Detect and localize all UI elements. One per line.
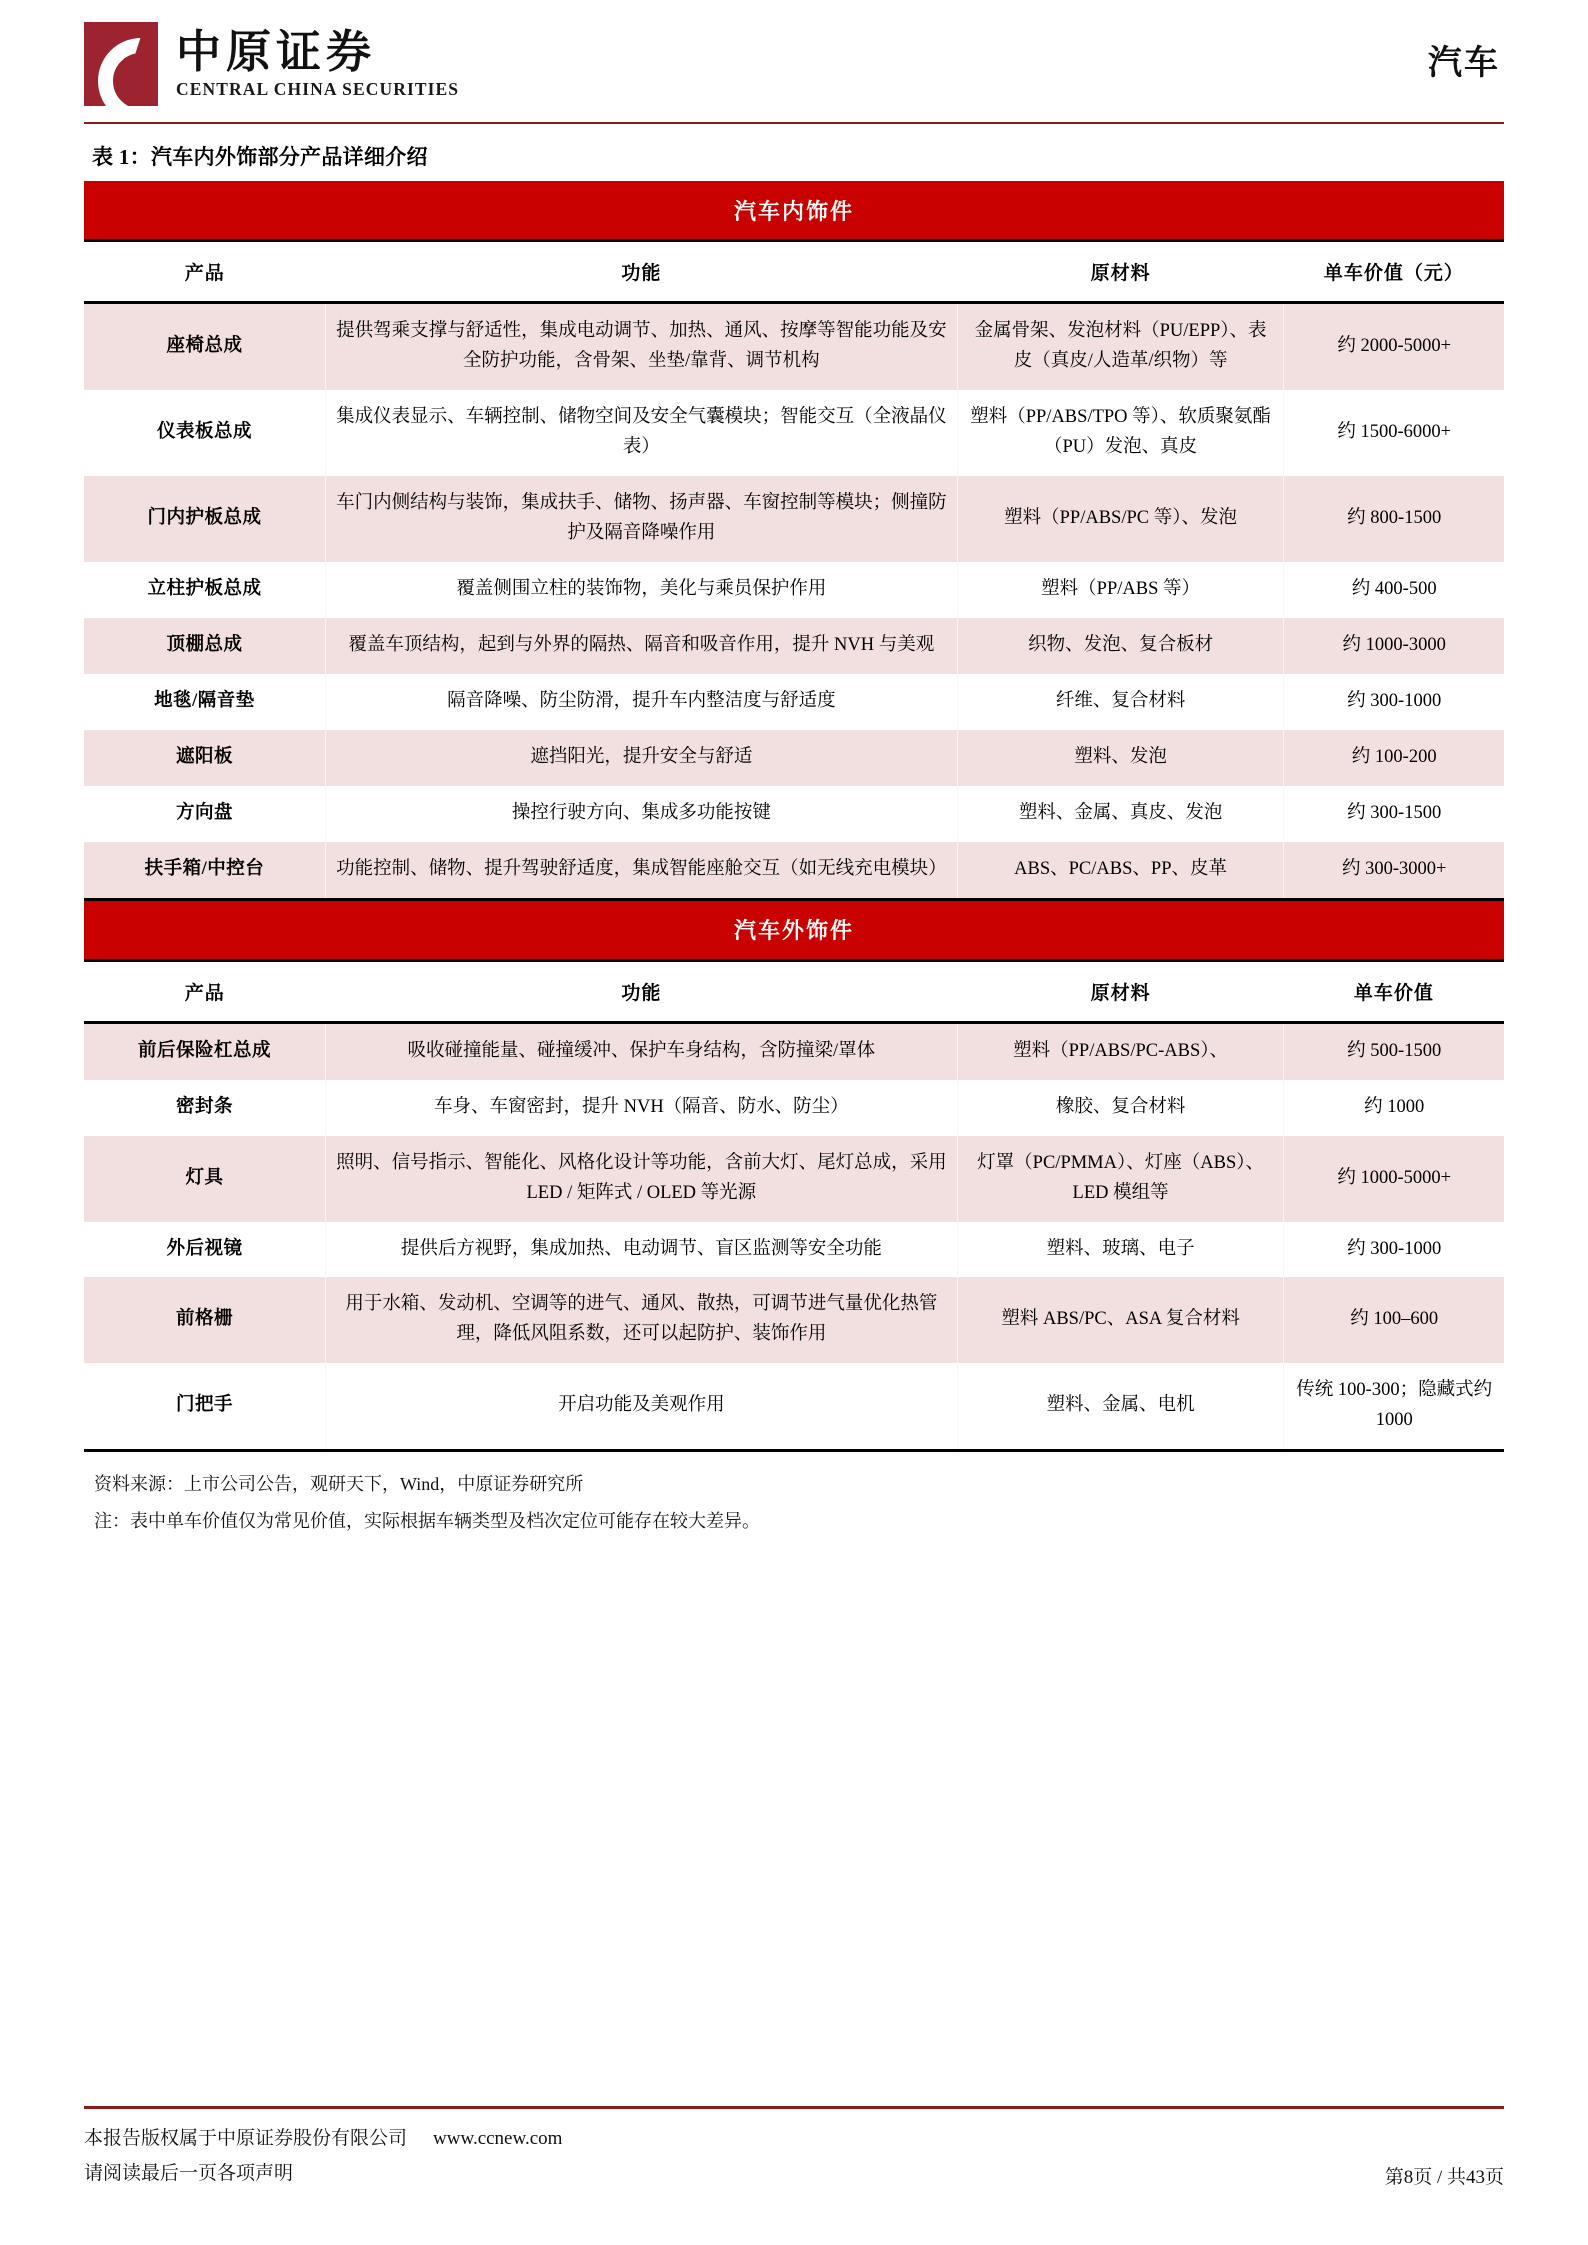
cell-value: 约 100–600 (1284, 1277, 1504, 1363)
ccs-logo-icon (84, 22, 158, 106)
cell-value: 约 400-500 (1284, 562, 1504, 618)
header-topic: 汽车 (1428, 44, 1500, 82)
cell-value: 约 1000 (1284, 1080, 1504, 1136)
table-row (84, 730, 1504, 786)
cell-function: 遮挡阳光，提升安全与舒适 (325, 730, 957, 786)
brand-logo (84, 12, 459, 106)
table-row (84, 1136, 1504, 1222)
page-number: 第8页 / 共43页 (1384, 2167, 1504, 2188)
cell-product: 方向盘 (84, 786, 325, 842)
cell-value: 约 300-3000+ (1284, 842, 1504, 899)
cell-material: 纤维、复合材料 (957, 674, 1284, 730)
cell-material: 织物、发泡、复合板材 (957, 618, 1284, 674)
cell-value: 约 1000-5000+ (1284, 1136, 1504, 1222)
column-header-material: 原材料 (957, 960, 1284, 1022)
cell-product: 灯具 (84, 1136, 325, 1222)
cell-value: 约 800-1500 (1284, 476, 1504, 562)
cell-function: 提供驾乘支撑与舒适性，集成电动调节、加热、通风、按摩等智能功能及安全防护功能，含骨架、坐垫/靠背、调节机构 (325, 303, 957, 390)
cell-product: 外后视镜 (84, 1222, 325, 1278)
cell-product: 门把手 (84, 1363, 325, 1449)
cell-value: 约 500-1500 (1284, 1022, 1504, 1079)
table-row (84, 842, 1504, 899)
cell-function: 隔音降噪、防尘防滑，提升车内整洁度与舒适度 (325, 674, 957, 730)
cell-material: 金属骨架、发泡材料（PU/EPP）、表皮（真皮/人造革/织物）等 (957, 303, 1284, 390)
table-row (84, 1222, 1504, 1278)
cell-material: 塑料（PP/ABS 等） (957, 562, 1284, 618)
footer-divider (84, 2106, 1504, 2109)
section-band-exterior (84, 899, 1504, 960)
table-caption: 表 1：汽车内外饰部分产品详细介绍 (92, 145, 428, 169)
table-row (84, 390, 1504, 476)
column-header-row-exterior (84, 960, 1504, 1022)
page-footer (84, 2106, 1504, 2191)
column-header-material: 原材料 (957, 241, 1284, 303)
table-bottom-divider (84, 1449, 1504, 1452)
brand-text (176, 25, 460, 100)
column-header-row-interior (84, 241, 1504, 303)
table-row (84, 674, 1504, 730)
brand-name-cn: 中原证券 (176, 25, 377, 79)
column-header-function: 功能 (325, 960, 957, 1022)
table-row (84, 303, 1504, 390)
cell-material: 塑料（PP/ABS/PC 等）、发泡 (957, 476, 1284, 562)
column-header-function: 功能 (325, 241, 957, 303)
cell-material: 塑料、金属、真皮、发泡 (957, 786, 1284, 842)
cell-value: 约 1000-3000 (1284, 618, 1504, 674)
cell-product: 门内护板总成 (84, 476, 325, 562)
footer-copyright: 本报告版权属于中原证券股份有限公司 (84, 2127, 408, 2149)
cell-material: 塑料、金属、电机 (957, 1363, 1284, 1449)
cell-product: 遮阳板 (84, 730, 325, 786)
cell-function: 开启功能及美观作用 (325, 1363, 957, 1449)
cell-function: 集成仪表显示、车辆控制、储物空间及安全气囊模块；智能交互（全液晶仪表） (325, 390, 957, 476)
header-divider (84, 122, 1504, 124)
section-band-label: 汽车外饰件 (84, 899, 1504, 960)
cell-product: 地毯/隔音垫 (84, 674, 325, 730)
cell-value: 约 300-1000 (1284, 674, 1504, 730)
table-row (84, 618, 1504, 674)
value-note: 注：表中单车价值仅为常见价值，实际根据车辆类型及档次定位可能存在较大差异。 (94, 1511, 760, 1532)
column-header-value: 单车价值（元） (1284, 241, 1504, 303)
cell-function: 提供后方视野，集成加热、电动调节、盲区监测等安全功能 (325, 1222, 957, 1278)
cell-function: 功能控制、储物、提升驾驶舒适度，集成智能座舱交互（如无线充电模块） (325, 842, 957, 899)
cell-material: 塑料（PP/ABS/TPO 等）、软质聚氨酯（PU）发泡、真皮 (957, 390, 1284, 476)
column-header-product: 产品 (84, 241, 325, 303)
cell-material: 塑料、玻璃、电子 (957, 1222, 1284, 1278)
footer-disclaimer: 请阅读最后一页各项声明 (84, 2162, 294, 2184)
footer-website-link[interactable]: www.ccnew.com (433, 2127, 563, 2149)
footer-left-block (84, 2121, 562, 2191)
table-row (84, 1277, 1504, 1363)
cell-material: 灯罩（PC/PMMA）、灯座（ABS）、LED 模组等 (957, 1136, 1284, 1222)
cell-function: 车门内侧结构与装饰，集成扶手、储物、扬声器、车窗控制等模块；侧撞防护及隔音降噪作用 (325, 476, 957, 562)
source-note: 资料来源：上市公司公告，观研天下，Wind，中原证券研究所 (94, 1474, 584, 1495)
table-row (84, 476, 1504, 562)
cell-product: 扶手箱/中控台 (84, 842, 325, 899)
cell-product: 顶棚总成 (84, 618, 325, 674)
table-footnotes (84, 1466, 1504, 1540)
section-band-label: 汽车内饰件 (84, 181, 1504, 241)
brand-name-en: CENTRAL CHINA SECURITIES (176, 79, 460, 100)
cell-product: 密封条 (84, 1080, 325, 1136)
column-header-value: 单车价值 (1284, 960, 1504, 1022)
section-band-interior (84, 181, 1504, 241)
cell-material: 塑料 ABS/PC、ASA 复合材料 (957, 1277, 1284, 1363)
cell-material: 塑料、发泡 (957, 730, 1284, 786)
cell-product: 前后保险杠总成 (84, 1022, 325, 1079)
cell-function: 车身、车窗密封，提升 NVH（隔音、防水、防尘） (325, 1080, 957, 1136)
table-row (84, 1022, 1504, 1079)
table-row (84, 1080, 1504, 1136)
cell-material: ABS、PC/ABS、PP、皮革 (957, 842, 1284, 899)
table-body (84, 181, 1504, 1449)
cell-function: 吸收碰撞能量、碰撞缓冲、保护车身结构，含防撞梁/罩体 (325, 1022, 957, 1079)
cell-value: 约 300-1500 (1284, 786, 1504, 842)
cell-function: 照明、信号指示、智能化、风格化设计等功能，含前大灯、尾灯总成，采用 LED / 矩阵式 / OLED 等光源 (325, 1136, 957, 1222)
product-table (84, 181, 1504, 1449)
cell-product: 前格栅 (84, 1277, 325, 1363)
cell-product: 立柱护板总成 (84, 562, 325, 618)
cell-value: 传统 100-300；隐藏式约 1000 (1284, 1363, 1504, 1449)
cell-function: 操控行驶方向、集成多功能按键 (325, 786, 957, 842)
cell-value: 约 1500-6000+ (1284, 390, 1504, 476)
cell-value: 约 300-1000 (1284, 1222, 1504, 1278)
cell-product: 仪表板总成 (84, 390, 325, 476)
cell-material: 橡胶、复合材料 (957, 1080, 1284, 1136)
column-header-product: 产品 (84, 960, 325, 1022)
page-header (84, 0, 1504, 118)
table-row (84, 786, 1504, 842)
cell-function: 用于水箱、发动机、空调等的进气、通风、散热，可调节进气量优化热管理，降低风阻系数，还可以起防护、装饰作用 (325, 1277, 957, 1363)
cell-product: 座椅总成 (84, 303, 325, 390)
table-row (84, 562, 1504, 618)
cell-function: 覆盖侧围立柱的装饰物，美化与乘员保护作用 (325, 562, 957, 618)
cell-material: 塑料（PP/ABS/PC-ABS）、 (957, 1022, 1284, 1079)
cell-value: 约 100-200 (1284, 730, 1504, 786)
table-row (84, 1363, 1504, 1449)
cell-value: 约 2000-5000+ (1284, 303, 1504, 390)
cell-function: 覆盖车顶结构，起到与外界的隔热、隔音和吸音作用，提升 NVH 与美观 (325, 618, 957, 674)
